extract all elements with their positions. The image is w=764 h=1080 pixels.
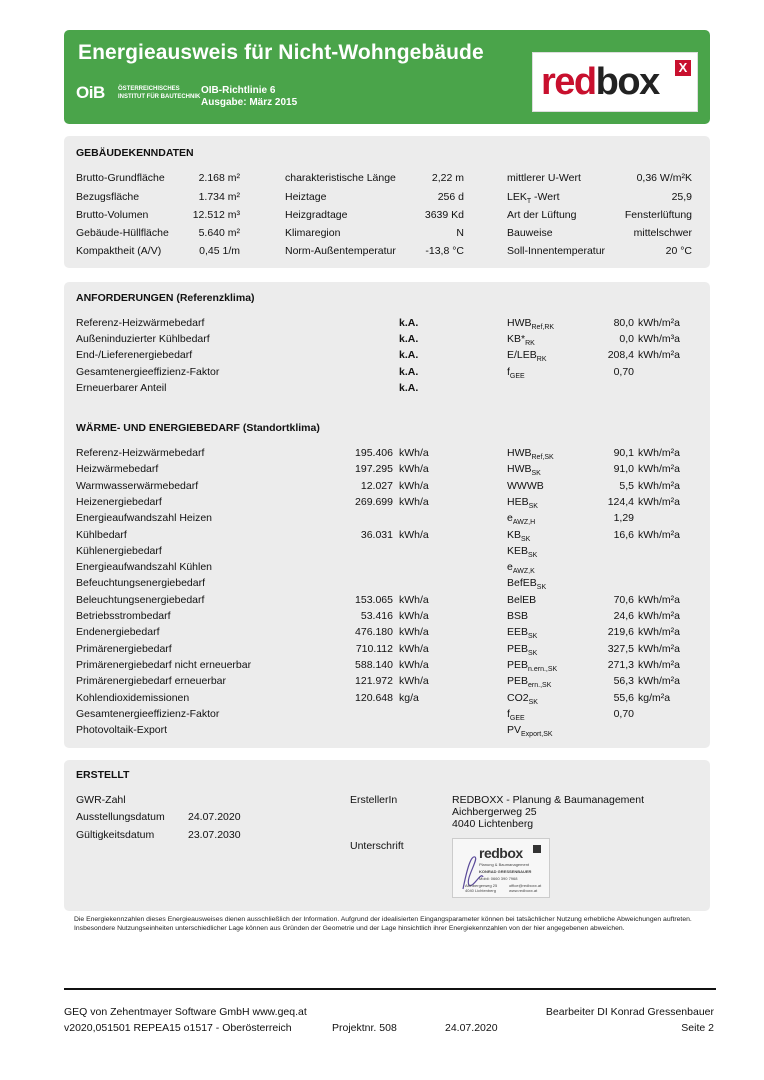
requirement-value: 208,4 [607, 349, 634, 362]
demand-value: 195.406 [355, 447, 393, 459]
demand-specific-value: 70,6 [613, 593, 634, 606]
building-value: 20 °C [665, 245, 692, 257]
building-value: 256 d [437, 191, 464, 203]
building-label: Bauweise [507, 227, 553, 239]
demand-label: Befeuchtungsenergiebedarf [76, 577, 206, 590]
demand-unit: kWh/a [399, 626, 429, 639]
demand-symbol: $PEB_{n.ern.,SK}$ [507, 658, 558, 673]
demand-symbol: $EEB_{SK}$ [507, 626, 538, 641]
requirement-symbol: $KB*_{RK}$ [507, 333, 535, 348]
footer-page: Seite 2 [681, 1022, 714, 1034]
demand-specific-unit: kWh/m²a [638, 675, 680, 688]
building-label: Brutto-Volumen [76, 209, 149, 221]
demand-symbol: BelEB [507, 593, 537, 606]
building-value: 25,9 [671, 191, 692, 203]
requirement-label: Erneuerbarer Anteil [76, 381, 167, 394]
requirement-status: k.A. [399, 333, 419, 346]
demand-symbol: $f_{GEE}$ [507, 707, 525, 722]
building-label: Bezugsfläche [76, 191, 140, 203]
demand-specific-value: 5,5 [619, 479, 634, 492]
demand-specific-unit: kWh/m²a [638, 479, 680, 492]
requirement-value: 0,0 [619, 333, 634, 346]
demand-unit: kWh/a [399, 658, 429, 671]
building-label: Norm-Außentemperatur [285, 245, 396, 257]
demand-symbol: $HEB_{SK}$ [507, 495, 538, 510]
demand-specific-value: 24,6 [613, 610, 634, 622]
guideline-edition: Ausgabe: März 2015 [201, 97, 298, 108]
building-value: 12.512 m³ [192, 209, 240, 221]
building-label: mittlerer U-Wert [507, 172, 581, 184]
requirement-unit: kWh/m³a [638, 333, 680, 346]
building-value: 2.168 m² [198, 172, 240, 184]
demand-label: Kühlbedarf [76, 528, 127, 541]
building-value: 2,22 m [431, 172, 464, 184]
demand-unit: kWh/a [399, 447, 429, 459]
demand-value: 269.699 [355, 495, 393, 508]
demand-specific-value: 56,3 [613, 675, 634, 688]
page-title: Energieausweis für Nicht-Wohngebäude [78, 41, 484, 64]
demand-symbol: $CO2_{SK}$ [507, 691, 538, 706]
building-value: -13,8 °C [425, 245, 464, 257]
demand-unit: kWh/a [399, 463, 429, 476]
demand-value: 588.140 [355, 658, 393, 671]
issue-date-label: Ausstellungsdatum [76, 811, 165, 823]
requirement-status: k.A. [399, 349, 419, 362]
requirement-status: k.A. [399, 317, 419, 329]
demand-label: Gesamtenergieeffizienz-Faktor [76, 707, 220, 720]
requirement-label: Außeninduzierter Kühlbedarf [76, 333, 210, 346]
demand-label: Photovoltaik-Export [76, 724, 168, 737]
demand-label: Energieaufwandszahl Heizen [76, 512, 213, 525]
demand-symbol: $PEB_{ern.,SK}$ [507, 675, 552, 690]
valid-date-label: Gültigkeitsdatum [76, 829, 155, 841]
footer-editor: Bearbeiter DI Konrad Gressenbauer [545, 1006, 714, 1018]
building-value: 3639 Kd [424, 209, 464, 221]
demand-specific-unit: kWh/m²a [638, 447, 680, 459]
building-value: 0,36 W/m²K [636, 172, 692, 184]
building-label: Brutto-Grundfläche [76, 172, 165, 184]
section-title: GEBÄUDEKENNDATEN [76, 147, 194, 159]
demand-specific-value: 271,3 [607, 658, 634, 671]
issue-date-value: 24.07.2020 [188, 811, 241, 823]
demand-symbol: $HWB_{SK}$ [507, 463, 541, 478]
demand-specific-value: 219,6 [607, 626, 634, 639]
demand-unit: kWh/a [399, 675, 429, 688]
building-label: Soll-Innentemperatur [507, 245, 606, 257]
building-value: N [456, 227, 464, 239]
requirement-unit: kWh/m²a [638, 317, 680, 329]
created-panel [64, 760, 710, 911]
demand-label: Primärenergiebedarf [76, 642, 172, 655]
demand-value: 12.027 [360, 479, 393, 492]
header-banner [64, 30, 710, 124]
demand-specific-value: 0,70 [613, 707, 634, 720]
demand-label: Heizenergiebedarf [76, 495, 162, 508]
demand-unit: kWh/a [399, 642, 429, 655]
requirement-value: 80,0 [613, 317, 634, 329]
requirements-panel [64, 282, 710, 748]
building-label: $LEK_T$ -Wert [507, 191, 560, 205]
demand-value: 153.065 [355, 593, 393, 606]
guideline-info [201, 85, 297, 109]
redbox-logo: redbox X [532, 52, 698, 112]
footer-software: GEQ von Zehentmayer Software GmbH www.geq.at [64, 1006, 307, 1018]
demand-specific-value: 90,1 [613, 447, 634, 459]
oib-logo-mark: OiB [76, 83, 105, 102]
building-label: Klimaregion [285, 227, 341, 239]
demand-label: Kühlenergiebedarf [76, 544, 162, 557]
demand-specific-value: 1,29 [613, 512, 634, 525]
requirement-label: Referenz-Heizwärmebedarf [76, 317, 205, 329]
demand-label: Heizwärmebedarf [76, 463, 159, 476]
demand-symbol: $KEB_{SK}$ [507, 544, 538, 559]
demand-specific-value: 16,6 [613, 528, 634, 541]
requirement-value: 0,70 [613, 365, 634, 378]
demand-unit: kWh/a [399, 593, 429, 606]
requirement-unit: kWh/m²a [638, 349, 680, 362]
demand-label: Primärenergiebedarf erneuerbar [76, 675, 226, 688]
demand-unit: kWh/a [399, 479, 429, 492]
demand-symbol: $PV_{Export,SK}$ [507, 724, 553, 739]
demand-symbol: $e_{AWZ,K}$ [507, 561, 535, 576]
creator-line: Aichbergerweg 25 [452, 806, 537, 818]
building-label: Heiztage [285, 191, 327, 203]
demand-label: Referenz-Heizwärmebedarf [76, 447, 205, 459]
demand-label: Betriebsstrombedarf [76, 610, 171, 622]
demand-specific-unit: kWh/m²a [638, 495, 680, 508]
building-label: Heizgradtage [285, 209, 348, 221]
demand-symbol: BSB [507, 610, 529, 622]
demand-specific-value: 55,6 [613, 691, 634, 704]
demand-specific-value: 91,0 [613, 463, 634, 476]
requirement-status: k.A. [399, 365, 419, 378]
demand-specific-unit: kWh/m²a [638, 642, 680, 655]
demand-label: Kohlendioxidemissionen [76, 691, 190, 704]
gwr-label: GWR-Zahl [76, 794, 126, 806]
demand-value: 476.180 [355, 626, 393, 639]
creator-line: REDBOXX - Planung & Baumanagement [452, 794, 645, 806]
demand-specific-unit: kWh/m²a [638, 610, 680, 622]
creator-line: 4040 Lichtenberg [452, 818, 534, 830]
demand-label: Beleuchtungsenergiebedarf [76, 593, 205, 606]
demand-specific-value: 124,4 [607, 495, 634, 508]
demand-value: 36.031 [360, 528, 393, 541]
demand-symbol: BefEB$_{SK}$ [507, 577, 547, 592]
valid-date-value: 23.07.2030 [188, 829, 241, 841]
footer-date: 24.07.2020 [445, 1022, 498, 1034]
demand-symbol: $e_{AWZ,H}$ [507, 512, 536, 527]
oib-logo-text: ÖSTERREICHISCHES INSTITUT FÜR BAUTECHNIK [118, 86, 201, 100]
signature-label: Unterschrift [350, 840, 404, 852]
footer-project: Projektnr. 508 [332, 1022, 397, 1034]
demand-label: Primärenergiebedarf nicht erneuerbar [76, 658, 252, 671]
demand-specific-value: 327,5 [607, 642, 634, 655]
demand-specific-unit: kWh/m²a [638, 658, 680, 671]
requirement-label: Gesamtenergieeffizienz-Faktor [76, 365, 220, 378]
creator-label: ErstellerIn [350, 794, 398, 806]
requirement-label: End-/Lieferenergiebedarf [76, 349, 193, 362]
demand-specific-unit: kWh/m²a [638, 528, 680, 541]
demand-value: 121.972 [355, 675, 393, 688]
footer-divider [64, 988, 716, 990]
demand-value: 53.416 [360, 610, 393, 622]
section-title: ERSTELLT [76, 769, 130, 781]
building-label: Art der Lüftung [507, 209, 577, 221]
demand-symbol: $PEB_{SK}$ [507, 642, 538, 657]
demand-symbol: $HWB_{Ref,SK}$ [507, 447, 554, 461]
demand-specific-unit: kWh/m²a [638, 463, 680, 476]
signature-stamp: redbox Planung & Baumanagement KONRAD GRESSENBAUER Mobil: 0660 390 7968 Aichbergerweg 25 4040 Lichtenberg office@redboxx.at www.redboxx.at [452, 838, 550, 898]
building-value: 5.640 m² [198, 227, 240, 239]
requirement-symbol: $E/LEB_{RK}$ [507, 349, 547, 364]
guideline-name: OIB-Richtlinie 6 [201, 85, 276, 96]
section-title: ANFORDERUNGEN (Referenzklima) [76, 292, 255, 304]
section-title: WÄRME- UND ENERGIEBEDARF (Standortklima) [76, 422, 320, 434]
requirement-symbol: $f_{GEE}$ [507, 365, 525, 380]
building-data-panel [64, 136, 710, 268]
footer-version: v2020,051501 REPEA15 o1517 - Oberösterreich [64, 1022, 292, 1034]
building-label: charakteristische Länge [285, 172, 396, 184]
demand-label: Energieaufwandszahl Kühlen [76, 561, 213, 574]
demand-unit: kWh/a [399, 495, 429, 508]
building-value: 0,45 1/m [199, 245, 240, 257]
building-label: Kompaktheit (A/V) [76, 245, 162, 257]
demand-unit: kg/a [399, 691, 419, 704]
demand-specific-unit: kWh/m²a [638, 593, 680, 606]
requirement-status: k.A. [399, 381, 419, 394]
requirement-symbol: $HWB_{Ref,RK}$ [507, 317, 555, 331]
building-value: Fensterlüftung [624, 209, 692, 221]
building-value: 1.734 m² [198, 191, 240, 203]
building-value: mittelschwer [633, 227, 692, 239]
building-label: Gebäude-Hüllfläche [76, 227, 169, 239]
demand-unit: kWh/a [399, 528, 429, 541]
demand-label: Endenergiebedarf [76, 626, 160, 639]
demand-label: Warmwasserwärmebedarf [76, 479, 199, 492]
demand-specific-unit: kg/m²a [638, 691, 671, 704]
demand-unit: kWh/a [399, 610, 429, 622]
demand-symbol: $KB_{SK}$ [507, 528, 531, 543]
demand-value: 120.648 [355, 691, 393, 704]
demand-symbol: WWWB [507, 479, 544, 492]
demand-value: 197.295 [355, 463, 393, 476]
disclaimer-text: Die Energiekennzahlen dieses Energieausweises dienen ausschließlich der Information. Aufgrund der idealisierten Eingangsparameter können bei tatsächlicher Nutzung erhebliche Abweichungen auftreten. Insbesondere Nutzungseinheiten unterschiedlicher Lage können aus Gründen der Geometrie und der Lage hinsichtlich ihrer Energiekennzahlen von der hier angegebenen abweichen. [74, 916, 692, 932]
demand-value: 710.112 [355, 642, 393, 655]
demand-specific-unit: kWh/m²a [638, 626, 680, 639]
